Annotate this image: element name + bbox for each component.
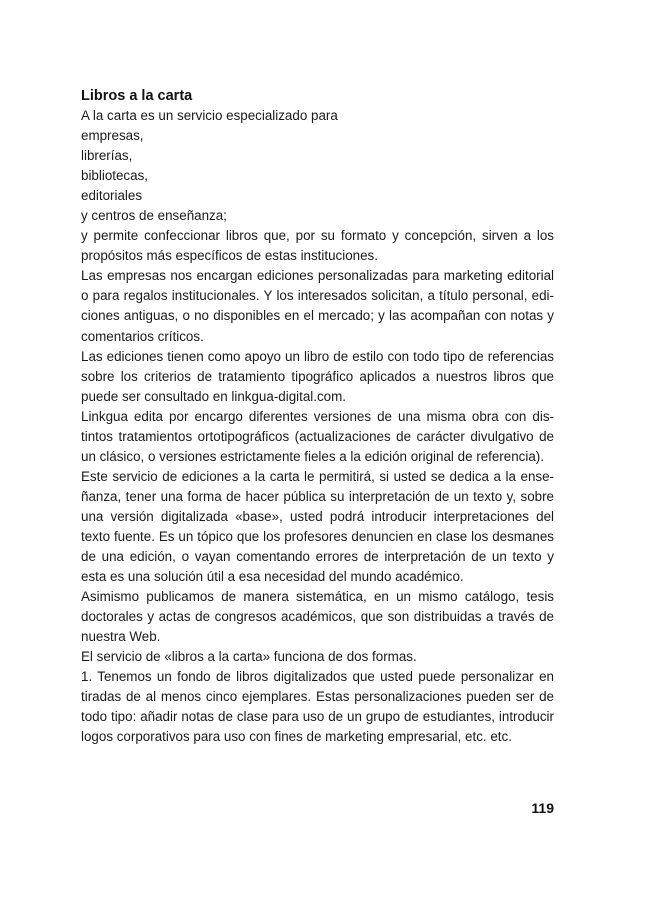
paragraph: Este servicio de ediciones a la carta le permitirá, si usted se dedica a la enseñanza, tener una forma de hacer pública su interpretación de un texto y, sobre una versión digitalizada «base», usted podrá introducir interpretaciones del texto fuente. Es un tópico que los profesores denuncien en clase los desmanes de una edición, o vayan comentando errores de interpretación de un texto y esta es una solución útil a esa necesidad del mundo académico. [81,468,554,585]
list-item: librerías, [81,148,133,164]
list-item: bibliotecas, [81,168,148,184]
paragraph: Las empresas nos encargan ediciones personalizadas para marketing editorial o para regalos institucionales. Y los interesados solicitan, a título personal, ediciones antiguas, o no disponibles en el mercado; y las acompañan con notas y comentarios críticos. [81,268,554,344]
section-heading: Libros a la carta [81,88,193,104]
list-item: y centros de enseñanza; [81,208,227,224]
paragraph: Las ediciones tienen como apoyo un libro de estilo con todo tipo de referencias sobre los criterios de tratamiento tipográfico aplicados a nuestros libros que puede ser consultado en linkgua-digital.com. [81,348,554,404]
list-item: empresas, [81,128,144,144]
paragraph: El servicio de «libros a la carta» funciona de dos formas. [81,649,417,665]
paragraph: y permite confeccionar libros que, por su formato y concepción, sirven a los propósitos más específicos de estas instituciones. [81,228,554,264]
list-item: editoriales [81,188,143,204]
page-content [81,86,554,748]
page-number: 119 [531,800,554,816]
intro-line: A la carta es un servicio especializado para [81,108,338,123]
paragraph: 1. Tenemos un fondo de libros digitalizados que usted puede personalizar en tiradas de al menos cinco ejemplares. Estas personalizaciones pueden ser de todo tipo: añadir notas de clase para uso de un grupo de estudiantes, introducir logos corporativos para uso con fines de marketing empresarial, etc. etc. [81,669,554,745]
paragraph: Linkgua edita por encargo diferentes versiones de una misma obra con distintos tratamientos ortotipográficos (actualizaciones de carácter divulgativo de un clásico, o versiones estrictamente fieles a la edición original de referencia). [81,408,554,464]
paragraph: Asimismo publicamos de manera sistemática, en un mismo catálogo, tesis doctorales y actas de congresos académicos, que son distribuidas a través de nuestra Web. [81,589,554,645]
